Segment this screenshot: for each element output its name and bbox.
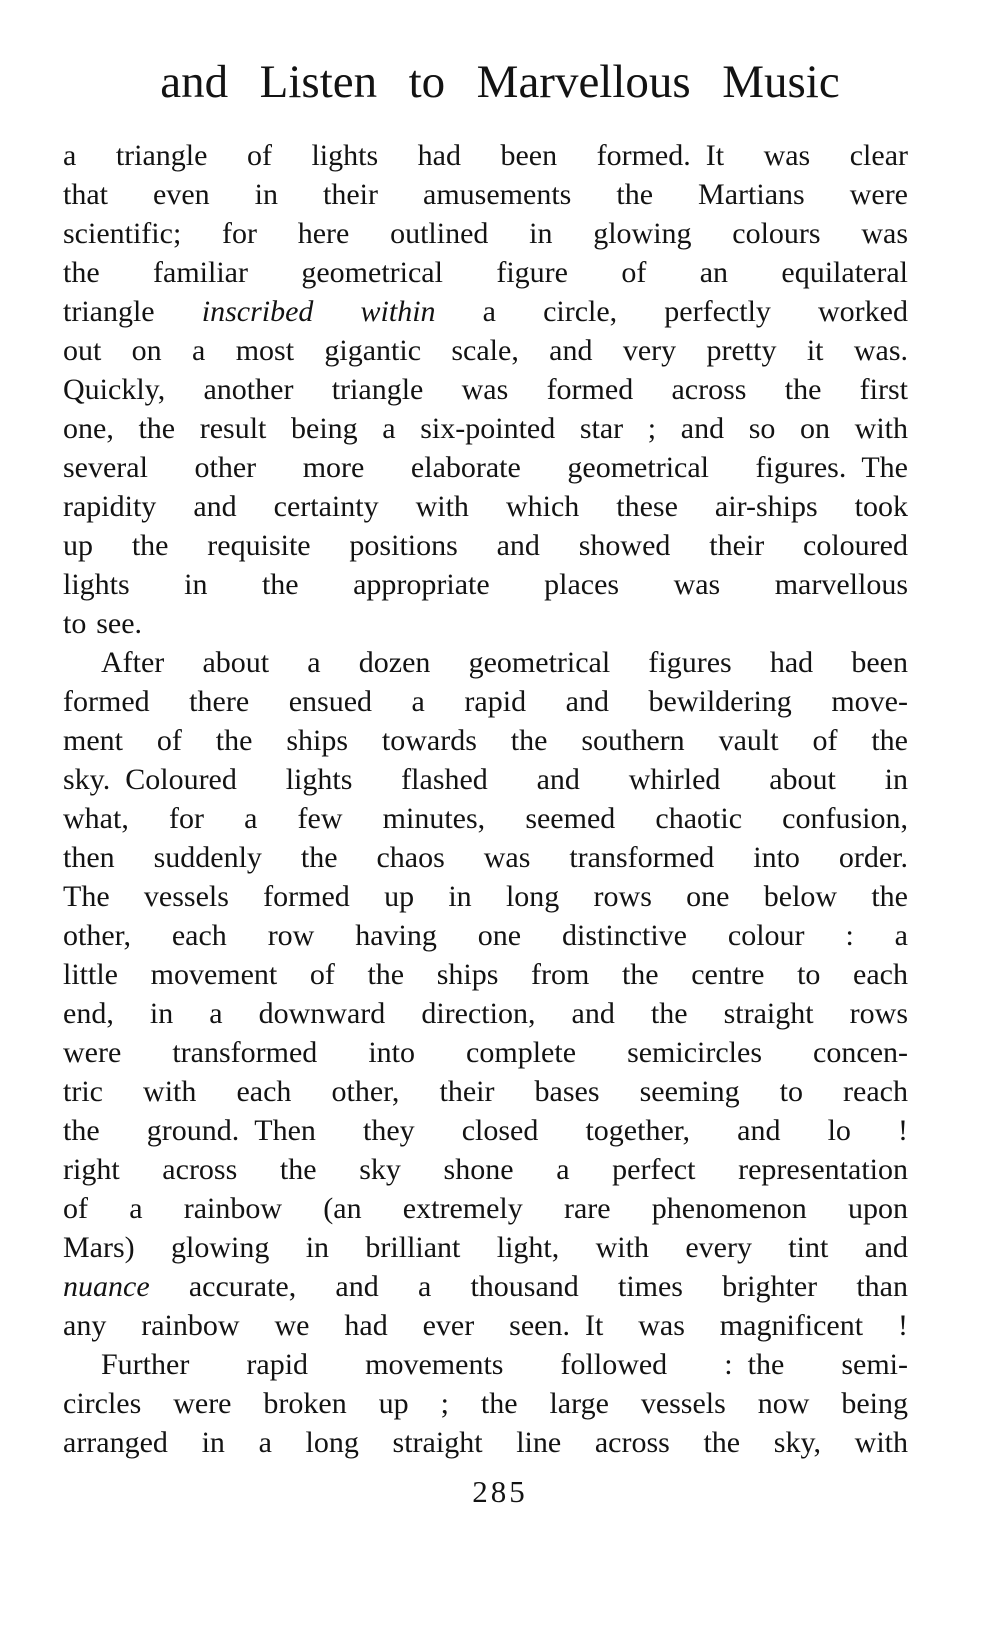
text-line	[63, 643, 908, 682]
text-segment: The vessels formed up in long rows one below the	[63, 880, 908, 913]
text-segment: formed there ensued a rapid and bewildering move-	[63, 685, 908, 718]
text-segment: other, each row having one distinctive colour : a	[63, 919, 908, 952]
text-segment: the ground. Then they closed together, and lo !	[63, 1114, 908, 1147]
text-line	[63, 1228, 908, 1267]
text-line	[63, 292, 908, 331]
text-line	[63, 331, 908, 370]
page-title: and Listen to Marvellous Music	[160, 56, 840, 108]
text-segment: any rainbow we had ever seen. It was magnificent !	[63, 1309, 908, 1342]
text-line	[63, 721, 908, 760]
text-segment: up the requisite positions and showed their coloured	[63, 529, 908, 562]
text-segment: Quickly, another triangle was formed across the first	[63, 373, 908, 406]
text-segment: what, for a few minutes, seemed chaotic confusion,	[63, 802, 908, 835]
text-line	[63, 1423, 908, 1462]
text-segment: triangle	[63, 295, 202, 328]
page-number: 285	[472, 1474, 528, 1509]
text-line	[63, 253, 908, 292]
text-line	[63, 409, 908, 448]
text-line	[63, 175, 908, 214]
text-line	[63, 877, 908, 916]
text-line	[63, 760, 908, 799]
text-segment: a triangle of lights had been formed. It was clear	[63, 139, 908, 172]
text-segment: lights in the appropriate places was marvellous	[63, 568, 908, 601]
italic-text-segment: inscribed within	[201, 295, 436, 328]
italic-text-segment: nuance	[63, 1270, 150, 1303]
text-segment: Further rapid movements followed : the semi-	[101, 1348, 908, 1381]
text-segment: then suddenly the chaos was transformed into order.	[63, 841, 908, 874]
text-segment: out on a most gigantic scale, and very pretty it was.	[63, 334, 908, 367]
text-line	[63, 1345, 908, 1384]
text-line	[63, 214, 908, 253]
text-line	[63, 955, 908, 994]
text-segment: several other more elaborate geometrical figures. The	[63, 451, 908, 484]
text-segment: were transformed into complete semicircles concen-	[63, 1036, 908, 1069]
text-segment: circles were broken up ; the large vessels now being	[63, 1387, 908, 1420]
text-segment: scientific; for here outlined in glowing colours was	[63, 217, 908, 250]
text-line	[63, 448, 908, 487]
text-segment: right across the sky shone a perfect representation	[63, 1153, 908, 1186]
text-line	[63, 1384, 908, 1423]
text-line	[63, 370, 908, 409]
text-segment: that even in their amusements the Martians were	[63, 178, 908, 211]
text-segment: accurate, and a thousand times brighter than	[149, 1270, 908, 1303]
text-line	[63, 1189, 908, 1228]
text-segment: one, the result being a six-pointed star ; and so on with	[63, 412, 908, 445]
text-segment: a circle, perfectly worked	[435, 295, 908, 328]
text-segment: the familiar geometrical figure of an equilateral	[63, 256, 908, 289]
text-line	[63, 682, 908, 721]
text-line	[63, 1150, 908, 1189]
text-segment: After about a dozen geometrical figures had been	[101, 646, 908, 679]
text-segment: Mars) glowing in brilliant light, with every tint and	[63, 1231, 908, 1264]
text-segment: arranged in a long straight line across the sky, with	[63, 1426, 908, 1459]
text-line	[63, 1267, 908, 1306]
text-line	[63, 1072, 908, 1111]
text-line	[63, 838, 908, 877]
text-line	[63, 526, 908, 565]
text-line	[63, 136, 908, 175]
text-segment: rapidity and certainty with which these air-ships took	[63, 490, 908, 523]
text-segment: end, in a downward direction, and the straight rows	[63, 997, 908, 1030]
text-line	[63, 1306, 908, 1345]
text-line	[63, 1033, 908, 1072]
text-segment: to see.	[63, 607, 143, 640]
text-line	[63, 1111, 908, 1150]
text-segment: tric with each other, their bases seeming to reach	[63, 1075, 908, 1108]
text-column	[63, 136, 908, 1462]
text-segment: little movement of the ships from the centre to each	[63, 958, 908, 991]
text-segment: ment of the ships towards the southern vault of the	[63, 724, 908, 757]
text-segment: sky. Coloured lights flashed and whirled about in	[63, 763, 908, 796]
text-line	[63, 994, 908, 1033]
text-line	[63, 487, 908, 526]
text-line	[63, 916, 908, 955]
text-line	[63, 565, 908, 604]
text-segment: of a rainbow (an extremely rare phenomenon upon	[63, 1192, 908, 1225]
text-line	[63, 799, 908, 838]
text-line	[63, 604, 908, 643]
